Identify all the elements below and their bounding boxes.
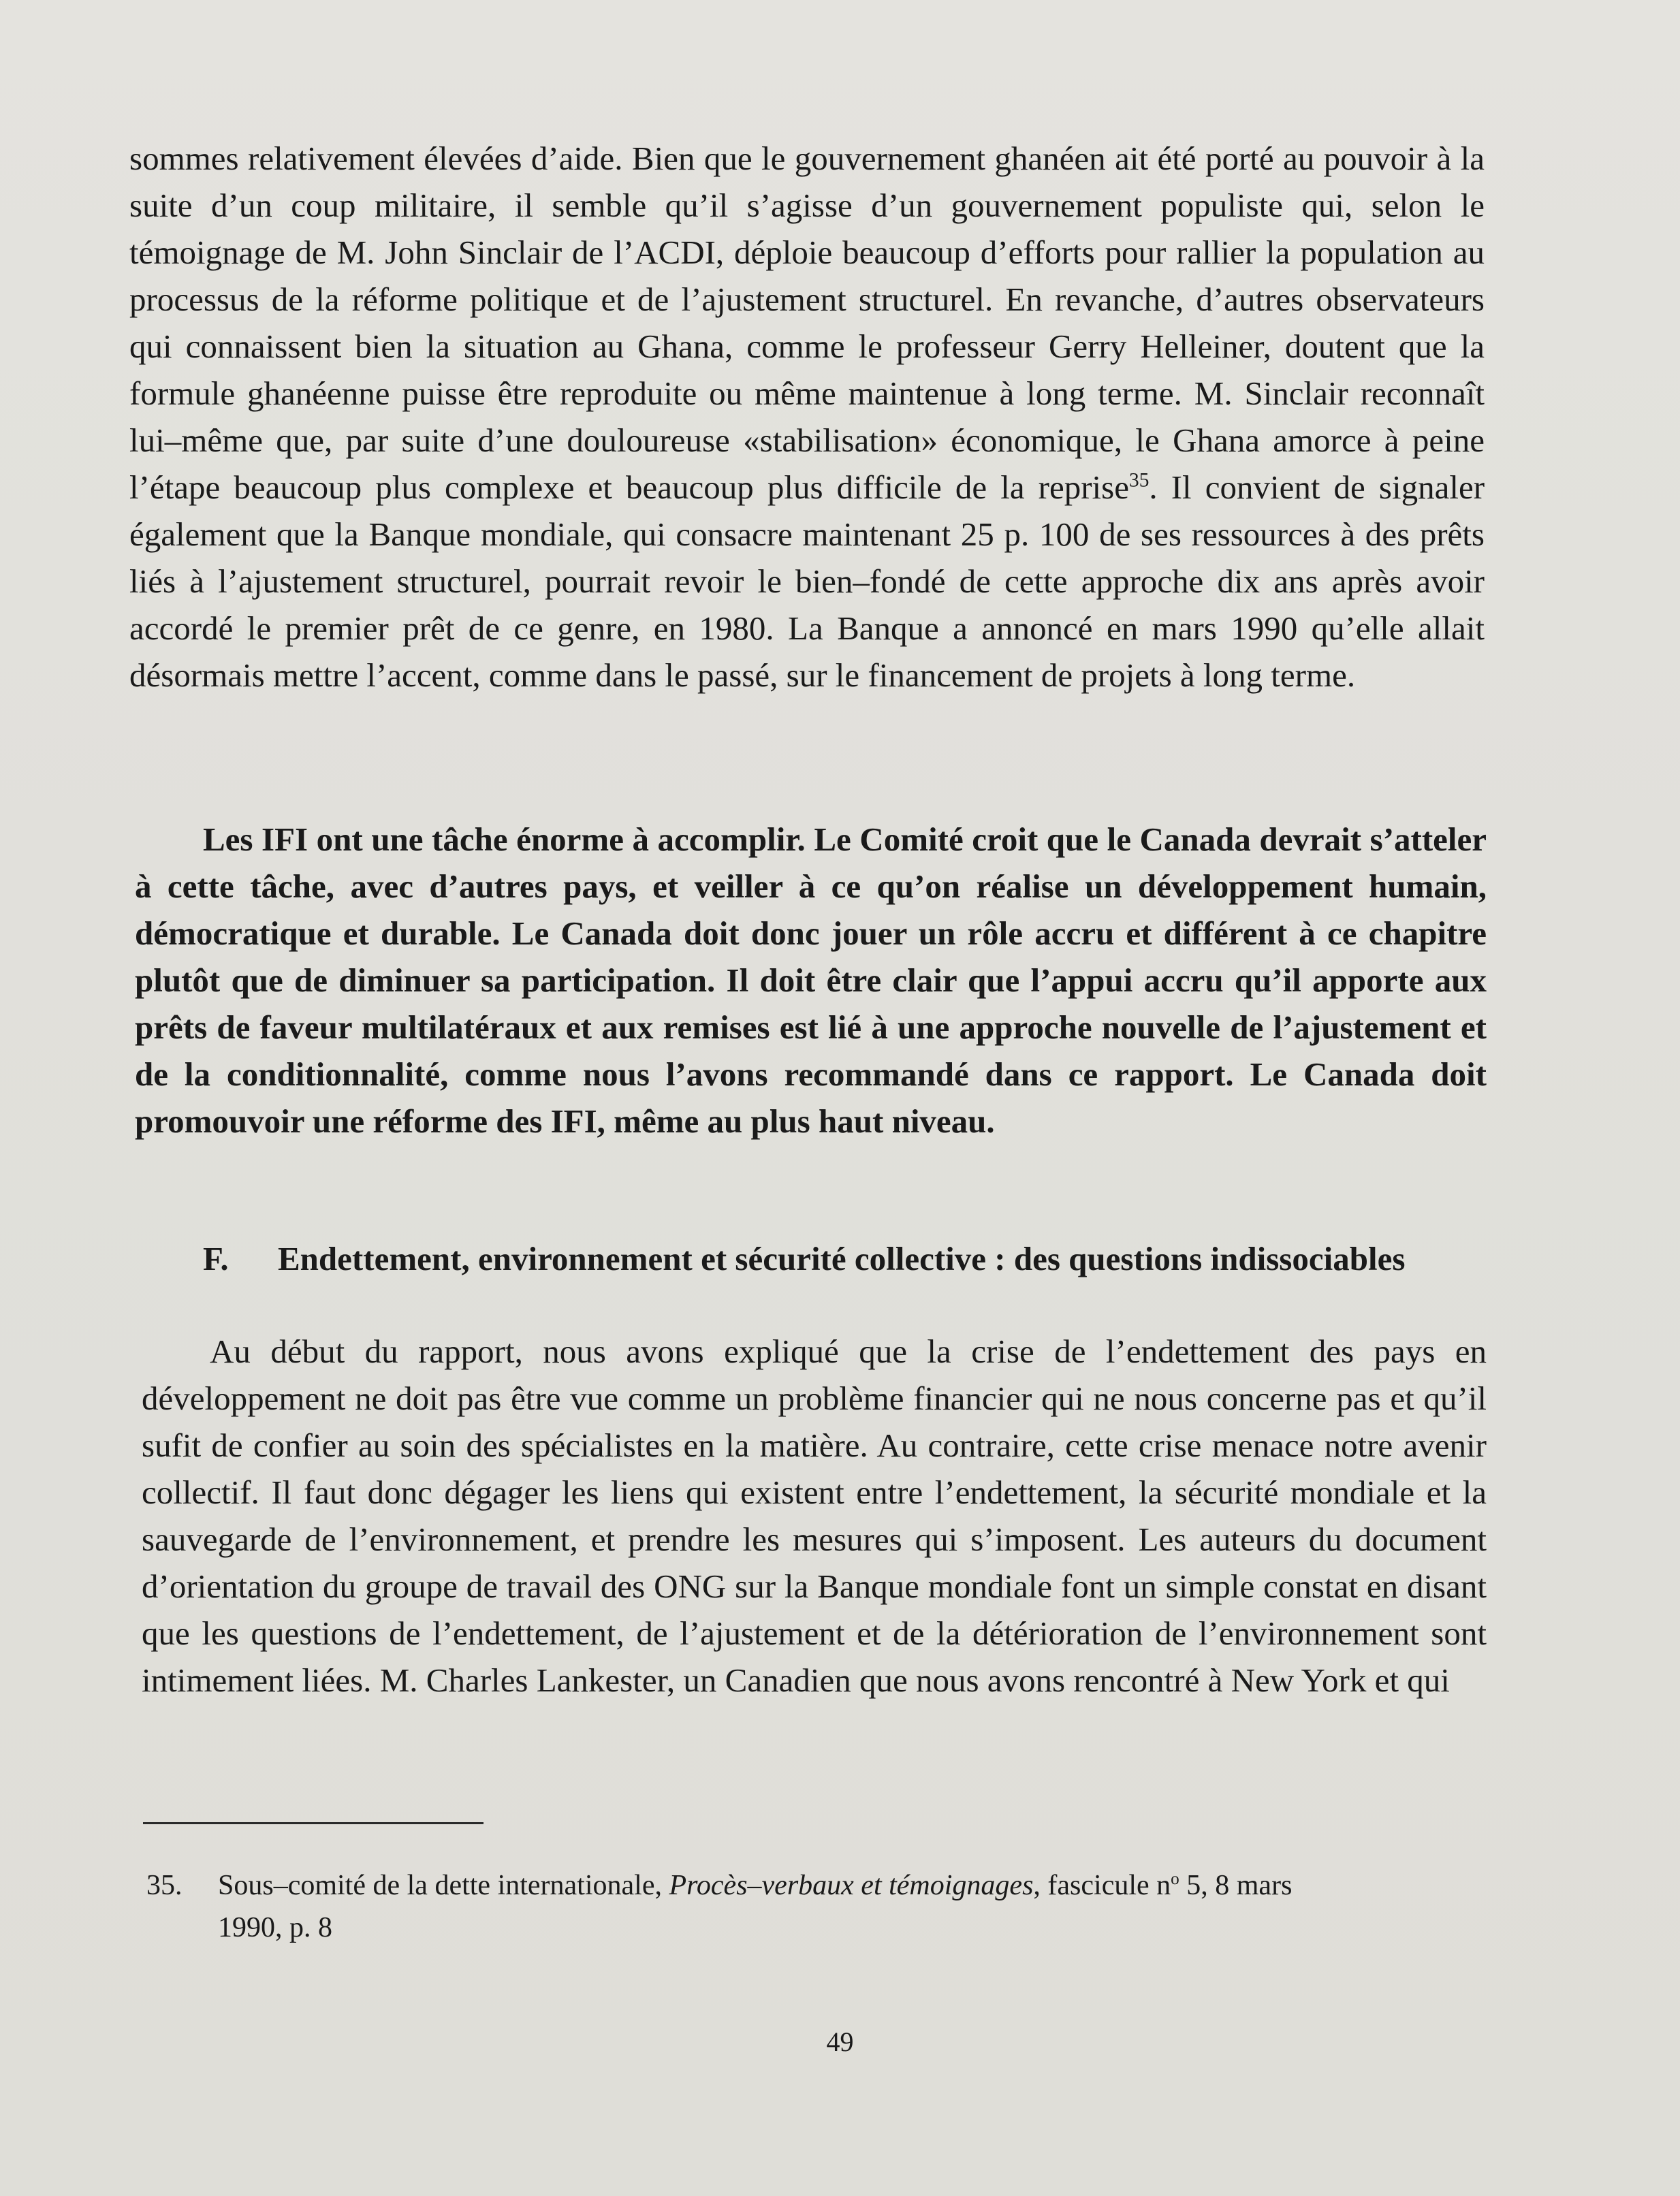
footnote	[146, 1864, 1488, 1949]
footnote-superscript: o	[1171, 1870, 1179, 1888]
footnote-text-end: 5, 8 mars	[1179, 1870, 1293, 1901]
footnote-title: Procès–verbaux et témoignages	[669, 1870, 1034, 1901]
footnote-separator	[143, 1822, 484, 1824]
paragraph-text: sommes relativement élevées d’aide. Bien que le gouvernement ghanéen ait été porté au pouvoir à la suite d’un coup militaire, il semble qu’il s’agisse d’un gouvernement populiste qui, selon le témoignage de M. John Sinclair de l’ACDI, déploie beaucoup d’efforts pour rallier la population au processus de la réforme politique et de l’ajustement structurel. En revanche, d’autres observateurs qui connaissent bien la situation au Ghana, comme le professeur Gerry Helleiner, doutent que la formule ghanéenne puisse être reproduite ou même maintenue à long terme. M. Sinclair reconnaît lui–même que, par suite d’une douloureuse «stabilisation» économique, le Ghana amorce à peine l’étape beaucoup plus complexe et beaucoup plus difficile de la reprise	[129, 140, 1485, 506]
footnote-reference[interactable]: 35	[1129, 469, 1150, 492]
footnote-continuation: 1990, p. 8	[218, 1912, 332, 1943]
recommendation-paragraph: Les IFI ont une tâche énorme à accomplir. Le Comité croit que le Canada devrait s’atteler à cette tâche, avec d’autres pays, et veiller à ce qu’on réalise un développement humain, démocratique et durable. Le Canada doit donc jouer un rôle accru et différent à ce chapitre plutôt que de diminuer sa participation. Il doit être clair que l’appui accru qu’il apporte aux prêts de faveur multilatéraux et aux remises est lié à une approche nouvelle de l’ajustement et de la conditionnalité, comme nous l’avons recommandé dans ce rapport. Le Canada doit promouvoir une réforme des IFI, même au plus haut niveau.	[135, 821, 1487, 1140]
paragraph-text-continued: . Il convient de signaler également que la Banque mondiale, qui consacre maintenant 25 p. 100 de ses ressources à des prêts liés à l’ajustement structurel, pourrait revoir le bien–fondé de cette approche dix ans après avoir accordé le premier prêt de ce genre, en 1980. La Banque a annoncé en mars 1990 qu’elle allait désormais mettre l’accent, comme dans le passé, sur le financement de projets à long terme.	[129, 468, 1485, 694]
section-heading	[203, 1239, 1490, 1278]
footnote-text: Sous–comité de la dette internationale,	[218, 1870, 669, 1901]
body-paragraph-3: Au début du rapport, nous avons expliqué que la crise de l’endettement des pays en développement ne doit pas être vue comme un problème financier qui ne nous concerne pas et qu’il sufit de confier au soin des spécialistes en la matière. Au contraire, cette crise menace notre avenir collectif. Il faut donc dégager les liens qui existent entre l’endettement, la sécurité mondiale et la sauvegarde de l’environnement, et prendre les mesures qui s’imposent. Les auteurs du document d’orientation du groupe de travail des ONG sur la Banque mondiale font un simple constat en disant que les questions de l’endettement, de l’ajustement et de la détérioration de l’environnement sont intimement liées. M. Charles Lankester, un Canadien que nous avons rencontré à New York et qui	[142, 1333, 1487, 1699]
footnote-text-after: , fascicule n	[1033, 1870, 1171, 1901]
footnote-number: 35.	[146, 1870, 183, 1901]
body-paragraph-1	[129, 135, 1485, 699]
section-letter: F.	[203, 1240, 229, 1277]
page-number: 49	[826, 2026, 854, 2057]
section-title: Endettement, environnement et sécurité collective : des questions indissociables	[278, 1240, 1406, 1277]
